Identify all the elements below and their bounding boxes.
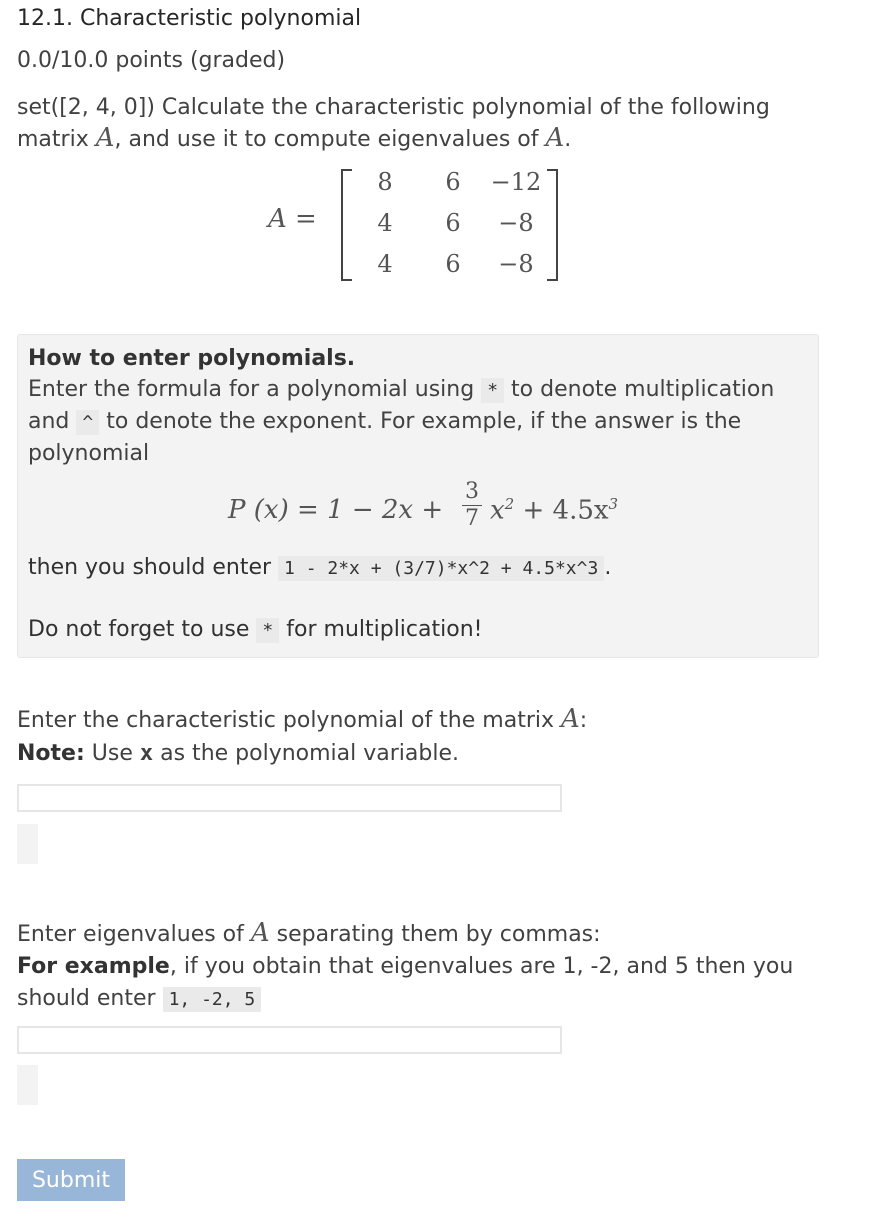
polynomial-status-indicator	[17, 824, 38, 864]
matrix-symbol-3: A	[561, 704, 580, 734]
question-polynomial-note: Note: Use x as the polynomial variable.	[17, 741, 459, 766]
example-entry-code: 1 - 2*x + (3/7)*x^2 + 4.5*x^3	[278, 556, 604, 581]
multiplication-symbol-reminder: *	[256, 618, 279, 643]
matrix-cell: −8	[498, 209, 534, 237]
note-label: Note:	[17, 741, 85, 766]
matrix-right-bracket	[547, 169, 558, 281]
matrix-cell: 6	[445, 250, 461, 278]
exponent-symbol: ^	[76, 410, 99, 435]
matrix-symbol: A	[95, 123, 115, 153]
question-polynomial-prompt: Enter the characteristic polynomial of the matrix A:	[17, 704, 588, 734]
statement-text-mid: , and use it to compute eigenvalues of	[114, 127, 539, 152]
question-polynomial	[17, 703, 837, 770]
eigenvalues-status-indicator	[17, 1065, 38, 1105]
formula-rhs: $x^2 + 4.5x^3$	[490, 495, 619, 526]
example-label: For example	[17, 954, 170, 979]
matrix-cell: −8	[498, 250, 534, 278]
matrix-cell: 6	[445, 168, 461, 196]
matrix-left-bracket	[341, 169, 352, 281]
question-eigenvalues-example: For example, if you obtain that eigenvalues are 1, -2, and 5 then you should enter 1, -2, 5	[17, 954, 794, 1011]
submit-button[interactable]: Submit	[17, 1159, 125, 1201]
matrix-label: A =	[268, 204, 317, 234]
formula-numerator: 3	[462, 479, 482, 506]
eigenvalues-input[interactable]	[17, 1026, 562, 1054]
polynomial-input[interactable]	[17, 784, 562, 812]
matrix-symbol-2: A	[545, 123, 565, 153]
question-eigenvalues	[17, 917, 837, 1016]
example-entry-line: then you should enter 1 - 2*x + (3/7)*x^2 + 4.5*x^3 .	[28, 555, 612, 580]
multiplication-reminder: Do not forget to use * for multiplication!	[28, 617, 483, 642]
matrix-cell: −12	[490, 168, 542, 196]
polynomial-help-box	[17, 334, 819, 658]
variable-name: x	[139, 741, 154, 766]
help-instructions: Enter the formula for a polynomial using * to denote multiplication and ^ to denote the exponent. For example, if the answer is the polynomial	[28, 377, 775, 466]
matrix-cell: 8	[377, 168, 393, 196]
question-eigenvalues-prompt: Enter eigenvalues of A separating them by commas:	[17, 918, 601, 948]
problem-statement: set([2, 4, 0]) Calculate the characteristic polynomial of the following matrix A, and use it to compute eigenvalues of A.	[17, 95, 770, 153]
multiplication-symbol: *	[481, 378, 504, 403]
help-heading: How to enter polynomials.	[28, 346, 356, 371]
formula-fraction	[462, 479, 482, 532]
matrix-cell: 4	[377, 209, 393, 237]
eigenvalues-example-code: 1, -2, 5	[163, 987, 262, 1012]
problem-title: 12.1. Characteristic polynomial	[17, 6, 362, 31]
formula-lhs: P (x) = 1 − 2x +	[228, 495, 444, 525]
matrix-symbol-4: A	[250, 918, 270, 948]
help-content	[28, 343, 818, 469]
matrix-cell: 4	[377, 250, 393, 278]
points-status: 0.0/10.0 points (graded)	[17, 48, 286, 73]
statement-text: set([2, 4, 0]) Calculate the characteristic polynomial of the following matrix	[17, 95, 770, 152]
formula-denominator: 7	[465, 506, 479, 531]
matrix-display	[268, 166, 568, 284]
example-formula	[228, 475, 648, 541]
matrix-cell: 6	[445, 209, 461, 237]
